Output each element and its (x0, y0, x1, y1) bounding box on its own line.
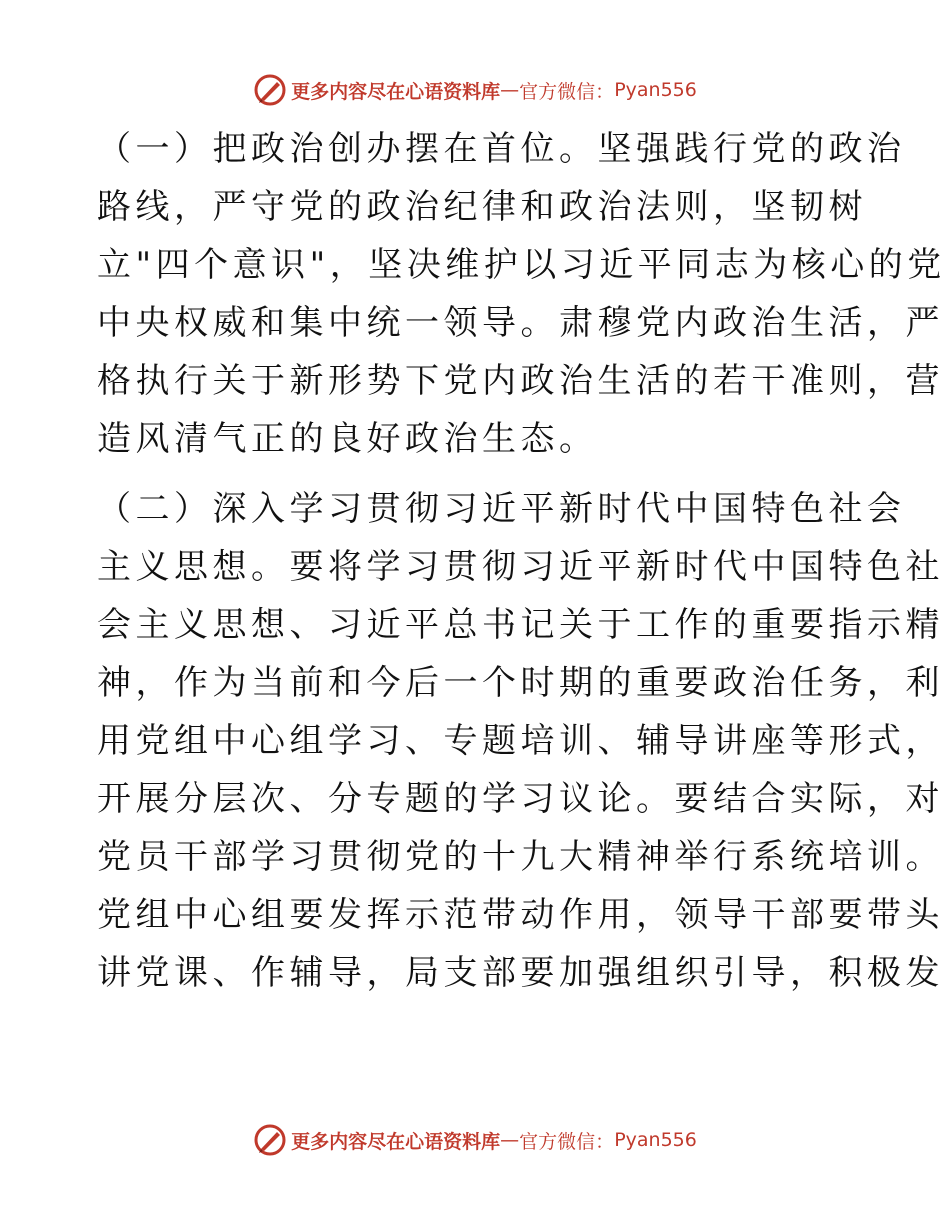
text-line: 主义思想。要将学习贯彻习近平新时代中国特色社 (97, 547, 944, 587)
footer-watermark (0, 1120, 950, 1160)
text-line: （二）深入学习贯彻习近平新时代中国特色社会 (97, 489, 906, 529)
paragraph-2 (97, 480, 944, 1002)
text-line: 神，作为当前和今后一个时期的重要政治任务，利 (97, 663, 944, 703)
pen-logo-icon (253, 1123, 287, 1157)
watermark-brand-text: 更多内容尽在心语资料库 (291, 80, 501, 103)
text-line: 党员干部学习贯彻党的十九大精神举行系统培训。 (97, 837, 944, 877)
watermark-contact-label: 官方微信： (519, 1130, 615, 1153)
watermark-contact-id: Pyan556 (614, 1129, 697, 1151)
text-line: 党组中心组要发挥示范带动作用，领导干部要带头 (97, 895, 944, 935)
text-line: 立"四个意识"，坚决维护以习近平同志为核心的党 (97, 245, 946, 285)
text-line: 格执行关于新形势下党内政治生活的若干准则，营 (97, 361, 944, 401)
pen-logo-icon (253, 73, 287, 107)
paragraph-1 (97, 120, 946, 468)
text-line: 中央权威和集中统一领导。肃穆党内政治生活，严 (97, 303, 944, 343)
text-line: 讲党课、作辅导，局支部要加强组织引导，积极发 (97, 953, 944, 993)
text-line: （一）把政治创办摆在首位。坚强践行党的政治 (97, 129, 906, 169)
text-line: 路线，严守党的政治纪律和政治法则，坚韧树 (97, 187, 867, 227)
watermark-brand-text: 更多内容尽在心语资料库 (291, 1130, 501, 1153)
watermark-contact-label: 官方微信： (519, 80, 615, 103)
watermark-separator: — (500, 1129, 520, 1151)
text-line: 开展分层次、分专题的学习议论。要结合实际，对 (97, 779, 944, 819)
text-line: 造风清气正的良好政治生态。 (97, 419, 598, 459)
header-watermark (0, 70, 950, 110)
document-body (97, 120, 946, 1002)
text-line: 会主义思想、习近平总书记关于工作的重要指示精 (97, 605, 944, 645)
watermark-contact-id: Pyan556 (614, 79, 697, 101)
watermark-separator: — (500, 79, 520, 101)
text-line: 用党组中心组学习、专题培训、辅导讲座等形式， (97, 721, 944, 761)
